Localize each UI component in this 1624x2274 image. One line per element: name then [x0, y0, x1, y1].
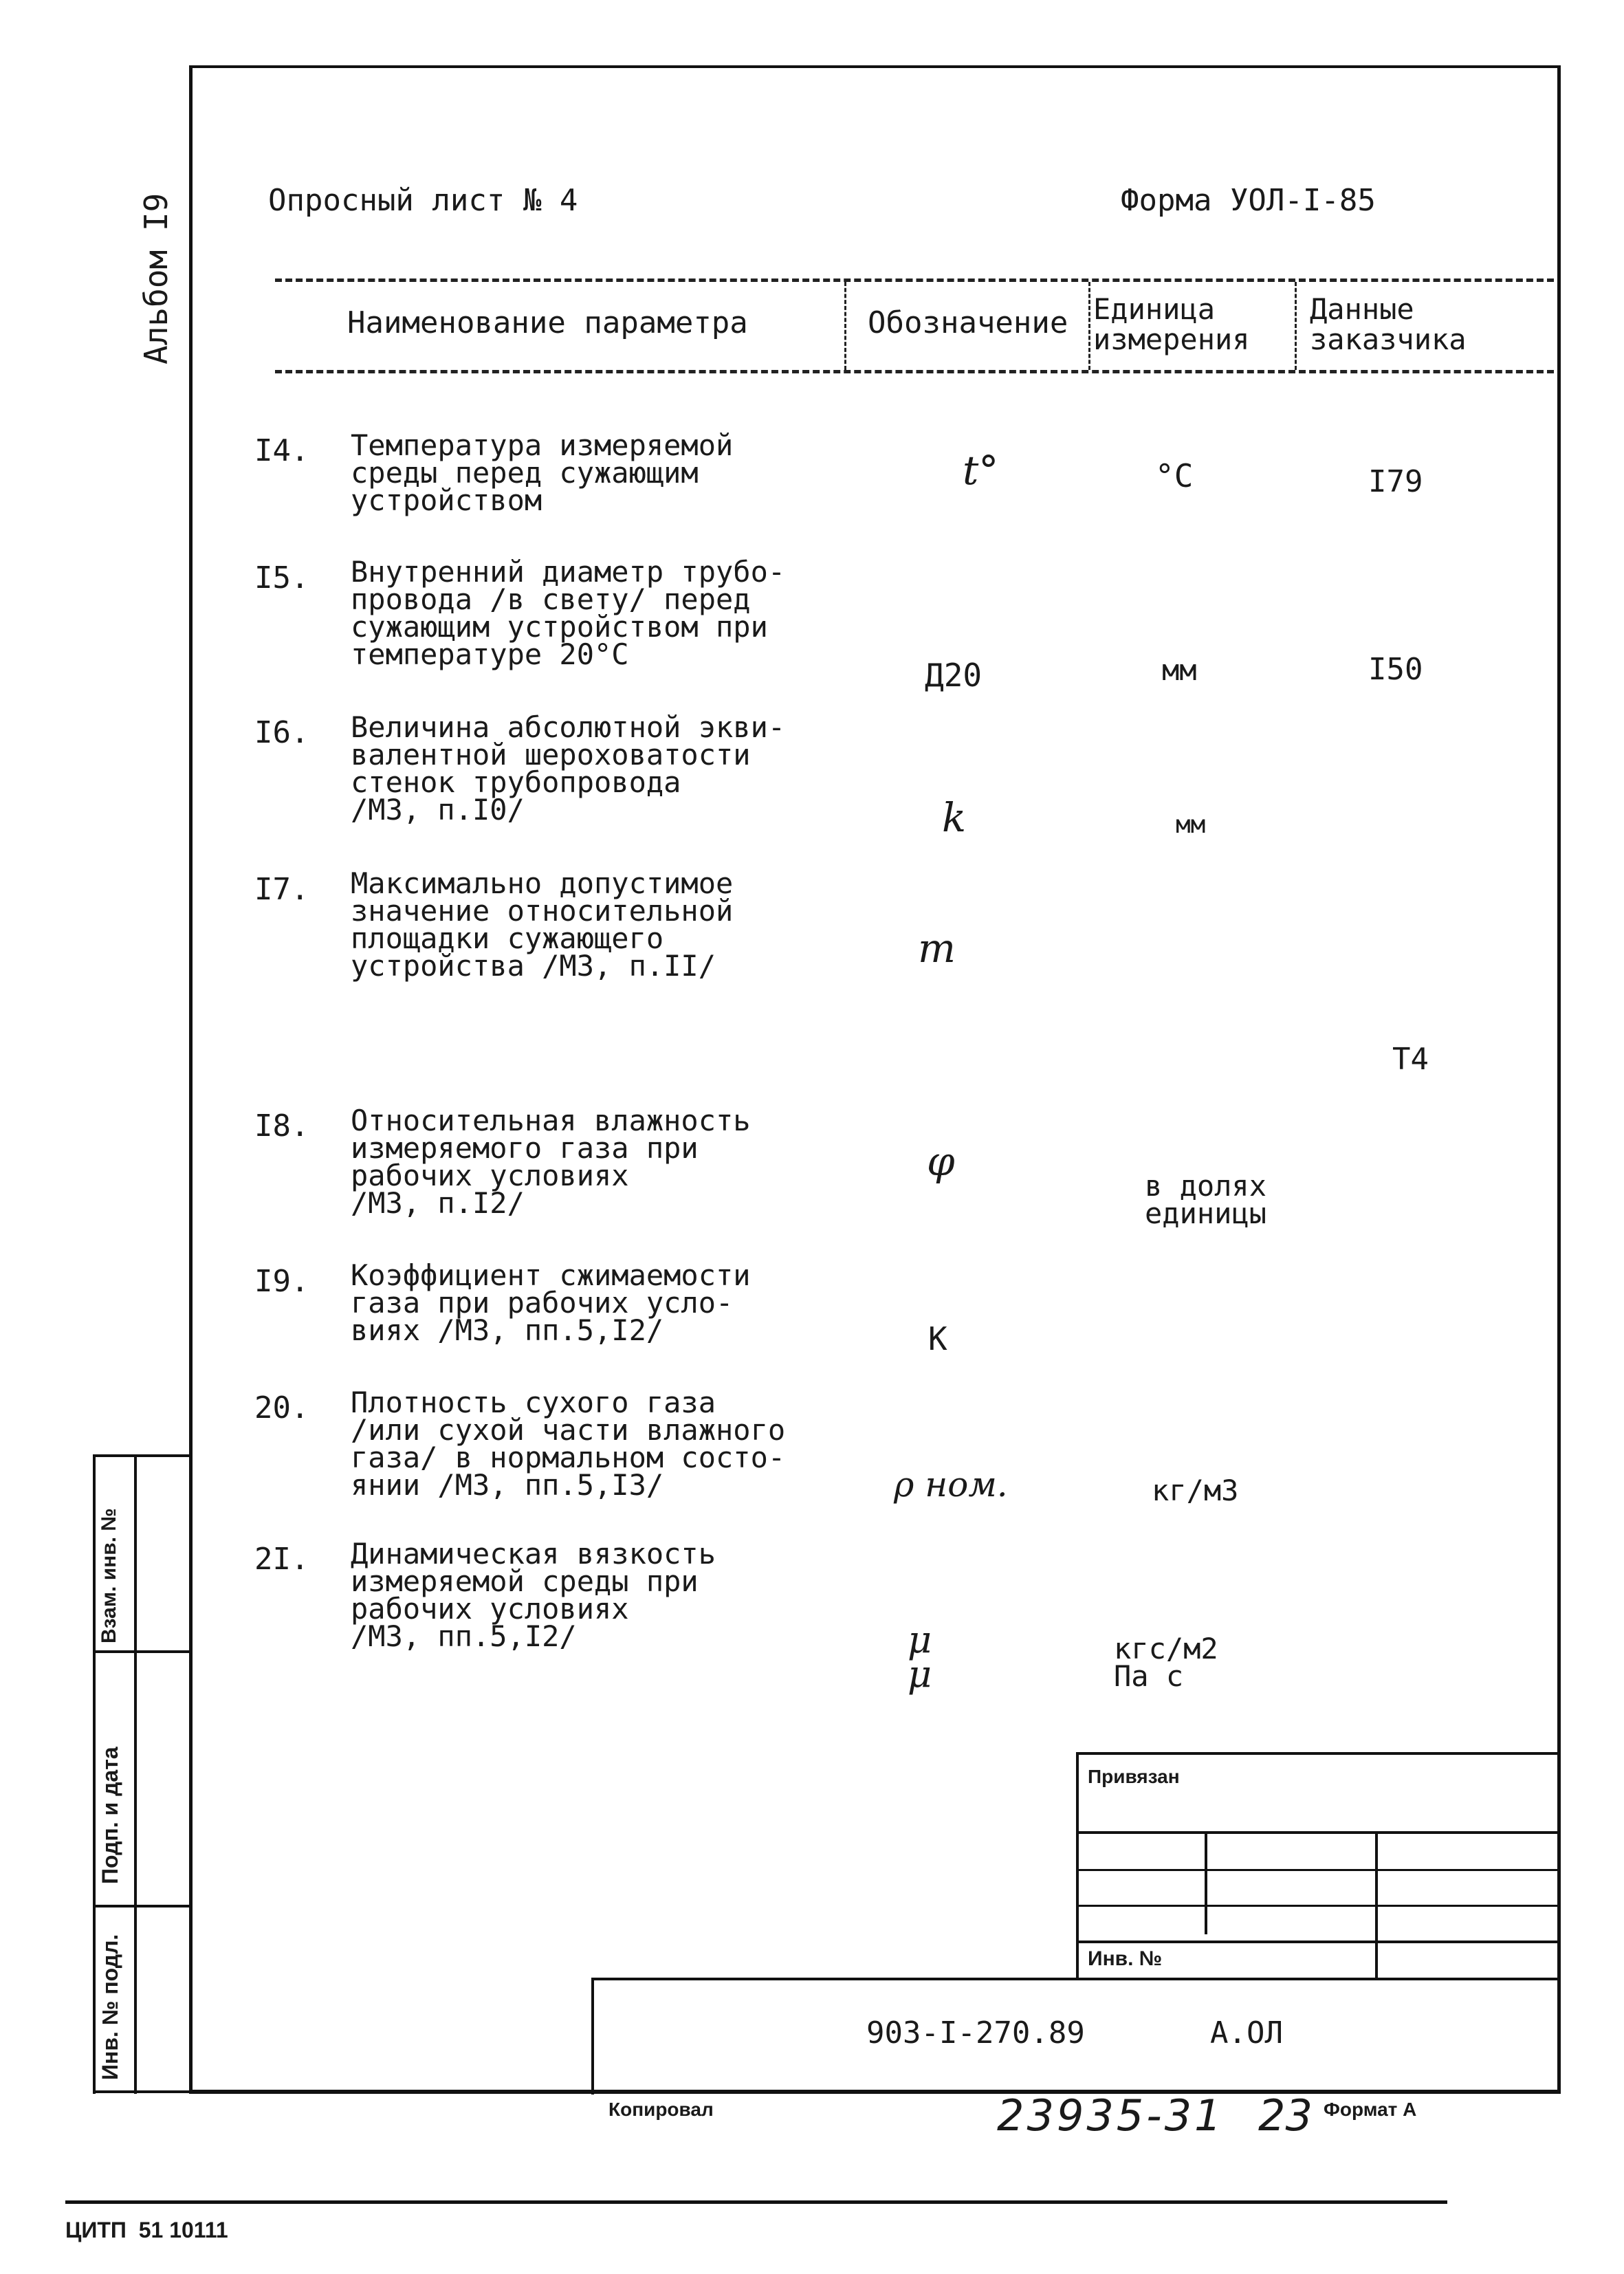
row-symbol: К — [928, 1320, 947, 1357]
row-number: 20. — [254, 1390, 309, 1425]
row-parameter-name: Коэффициент сжимаемости газа при рабочих усло- виях /М3, пп.5,I2/ — [351, 1258, 751, 1347]
publisher-code: ЦИТП 51 10111 — [65, 2218, 228, 2242]
stamp-strip-bottom — [93, 2090, 189, 2093]
row-parameter-name: Температура измеряемой среды перед сужающим устройством — [351, 428, 734, 517]
page-number: 23 — [1258, 2090, 1313, 2141]
stamp-vzam-inv: Взам. инв. № — [98, 1508, 120, 1643]
row-number: I6. — [254, 715, 309, 750]
table-header-sep-2 — [1088, 282, 1090, 370]
stray-value: Т4 — [1392, 1042, 1429, 1077]
title-block-row-1 — [1076, 1831, 1561, 1834]
privyazan-label: Привязан — [1088, 1766, 1180, 1787]
title-block-row-2 — [1076, 1869, 1561, 1871]
document-code: 903-I-270.89 — [866, 2015, 1085, 2051]
form-code: Форма УОЛ-I-85 — [1121, 183, 1376, 218]
column-header-data: Данные заказчика — [1310, 292, 1467, 356]
table-header-top-rule — [275, 278, 1554, 282]
sheet-title: Опросный лист № 4 — [268, 183, 578, 218]
row-unit: °С — [1155, 457, 1194, 494]
stamp-strip-sep-1 — [93, 1650, 189, 1653]
row-customer-value: I50 — [1368, 652, 1423, 687]
title-block-col-1 — [1205, 1831, 1207, 1934]
row-unit: мм — [1176, 811, 1206, 839]
row-unit: кг/м3 — [1152, 1474, 1239, 1507]
row-parameter-name: Величина абсолютной экви- валентной шероховатости стенок трубопровода /М3, п.I0/ — [351, 710, 786, 827]
row-parameter-name: Относительная влажность измеряемого газа при рабочих условиях /М3, п.I2/ — [351, 1104, 751, 1220]
row-number: I5. — [254, 560, 309, 595]
row-symbol: Д20 — [925, 657, 983, 694]
handwritten-number: 23935-31 — [997, 2090, 1225, 2141]
stamp-strip-left-border — [93, 1454, 96, 2094]
row-unit: в долях единицы — [1145, 1169, 1267, 1230]
stamp-strip-top — [93, 1454, 189, 1457]
title-block-col-2 — [1375, 1831, 1378, 1979]
column-header-unit: Единица измерения — [1093, 292, 1250, 356]
column-header-name: Наименование параметра — [347, 305, 748, 340]
row-number: 2I. — [254, 1542, 309, 1577]
row-unit: мм — [1162, 653, 1197, 687]
row-symbol: μ μ — [908, 1618, 932, 1696]
row-customer-value: I79 — [1368, 464, 1423, 499]
row-number: I7. — [254, 872, 309, 907]
row-unit: кгс/м2 Па с — [1114, 1632, 1218, 1693]
row-symbol: k — [942, 794, 967, 841]
stamp-inv-podl: Инв. № подл. — [98, 1934, 122, 2080]
title-block-row-3 — [1076, 1905, 1561, 1907]
row-symbol: m — [918, 925, 956, 972]
main-stamp-left — [591, 1978, 594, 2095]
table-header-sep-1 — [844, 282, 846, 370]
row-parameter-name: Плотность сухого газа /или сухой части влажного газа/ в нормальном состо- янии /М3, пп.5,I3/ — [351, 1386, 786, 1502]
title-block-row-4 — [1076, 1940, 1561, 1943]
row-symbol: t° — [963, 447, 999, 494]
inv-no-label: Инв. № — [1088, 1947, 1163, 1970]
sheet-code: А.ОЛ — [1210, 2015, 1283, 2051]
format-label: Формат А — [1324, 2099, 1417, 2120]
row-number: I8. — [254, 1108, 309, 1144]
copied-by-label: Копировал — [608, 2099, 714, 2120]
title-block-left — [1076, 1752, 1079, 1979]
table-header-bottom-rule — [275, 370, 1554, 373]
table-header-sep-3 — [1295, 282, 1297, 370]
album-label: Альбом I9 — [138, 193, 175, 364]
stamp-podp-data: Подп. и дата — [98, 1747, 122, 1884]
row-parameter-name: Динамическая вязкость измеряемой среды при рабочих условиях /М3, пп.5,I2/ — [351, 1537, 716, 1653]
row-parameter-name: Максимально допустимое значение относительной площадки сужающего устройства /М3, п.II/ — [351, 866, 734, 983]
column-header-symbol: Обозначение — [868, 305, 1068, 340]
main-stamp-top — [591, 1978, 1561, 1980]
row-parameter-name: Внутренний диаметр трубо- провода /в свету/ перед сужающим устройством при температуре 20°С — [351, 555, 786, 671]
row-symbol: ρ ном. — [894, 1465, 1008, 1505]
stamp-strip-sep-2 — [93, 1905, 189, 1907]
row-symbol: φ — [927, 1138, 955, 1185]
footer-rule — [65, 2200, 1447, 2204]
title-block-top — [1076, 1752, 1561, 1755]
row-number: I9. — [254, 1264, 309, 1299]
row-number: I4. — [254, 433, 309, 468]
stamp-strip-divider — [134, 1454, 137, 2094]
